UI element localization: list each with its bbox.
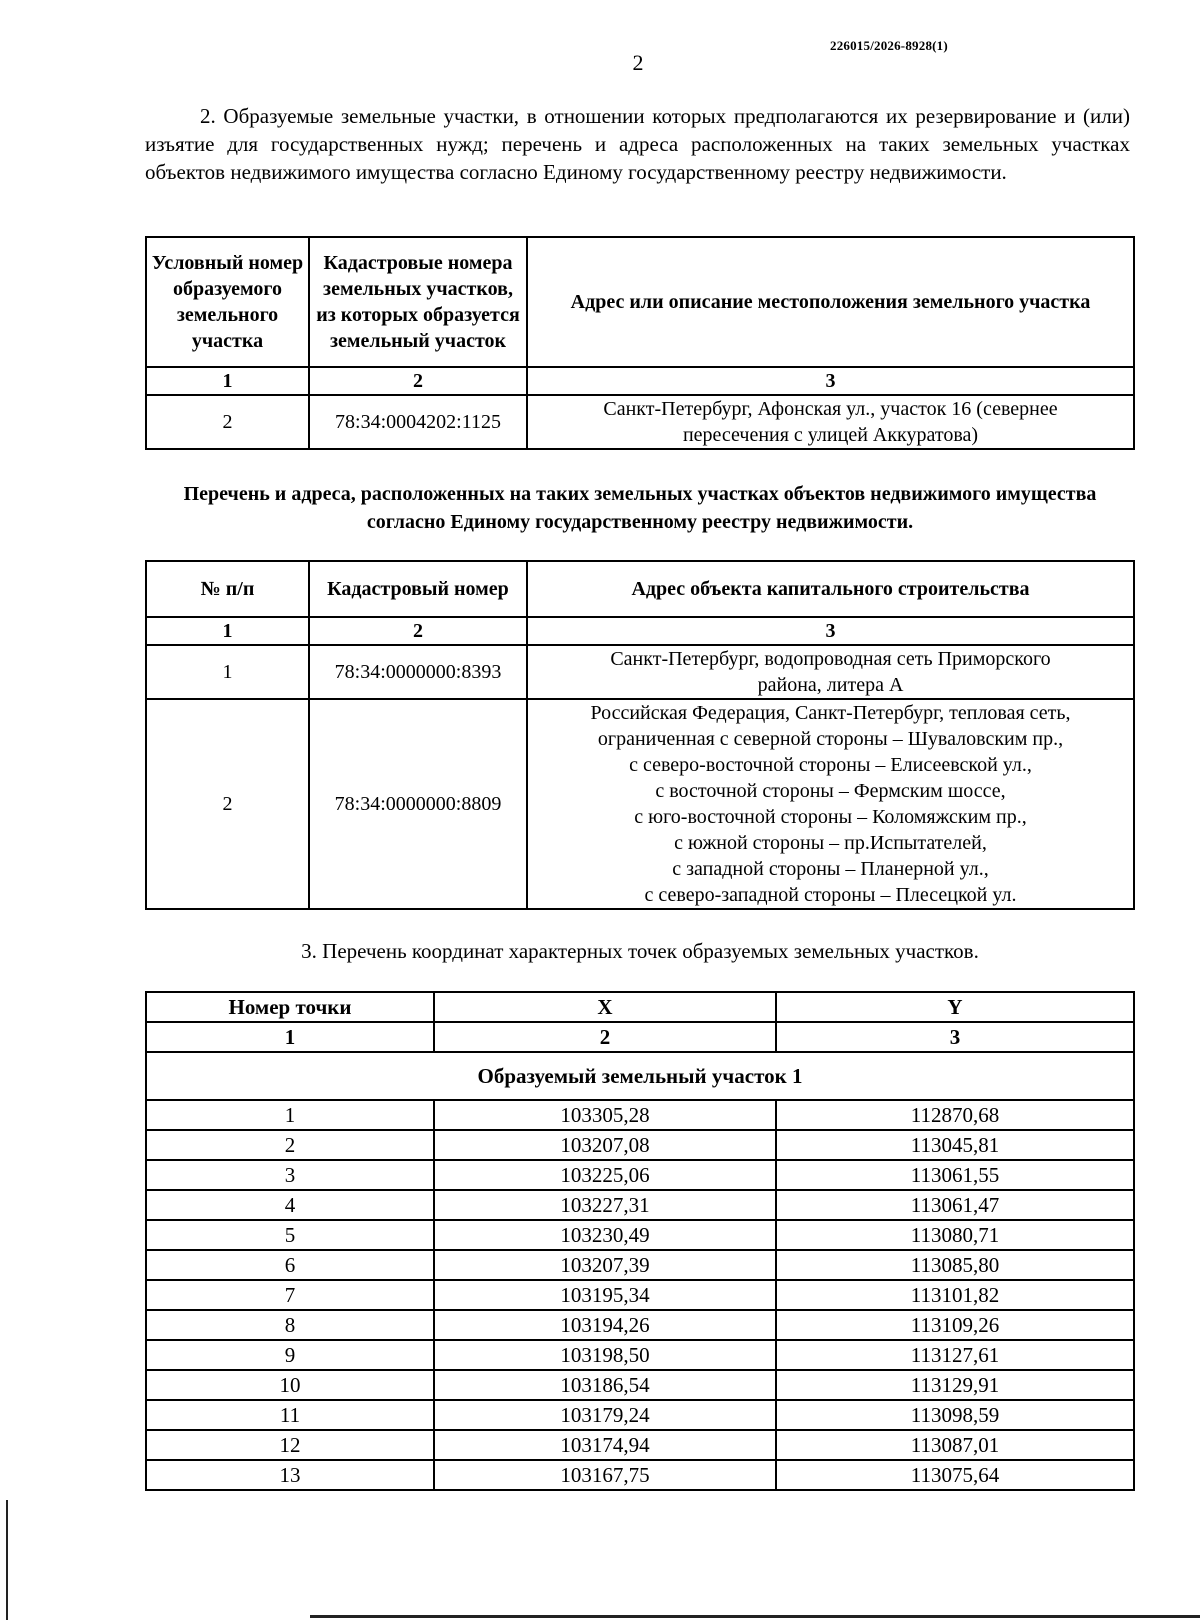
table-row xyxy=(146,1460,1134,1490)
coordinate-x: 103207,08 xyxy=(434,1130,776,1160)
table-row xyxy=(146,1400,1134,1430)
coordinate-y: 113061,55 xyxy=(776,1160,1134,1190)
table-header-row xyxy=(146,561,1134,617)
coordinate-y: 113098,59 xyxy=(776,1400,1134,1430)
scan-artifact xyxy=(310,1615,1200,1618)
point-number: 11 xyxy=(146,1400,434,1430)
coordinate-y: 113127,61 xyxy=(776,1340,1134,1370)
page-number: 2 xyxy=(632,50,644,75)
coordinate-y: 113061,47 xyxy=(776,1190,1134,1220)
header-cell: Кадастровые номера земельных участков, из которых образуется земельный участок xyxy=(309,237,527,367)
column-number: 3 xyxy=(527,367,1134,395)
table-row xyxy=(146,1370,1134,1400)
column-number: 3 xyxy=(527,617,1134,645)
address-line: ограниченная с северной стороны – Шуваловским пр., xyxy=(597,728,1064,750)
point-number: 8 xyxy=(146,1310,434,1340)
address-line: с северо-восточной стороны – Елисеевской ул., xyxy=(629,754,1032,776)
table-row xyxy=(146,699,1134,909)
coordinate-x: 103194,26 xyxy=(434,1310,776,1340)
table-row xyxy=(146,1340,1134,1370)
address-line: с северо-западной стороны – Плесецкой ул. xyxy=(644,884,1017,906)
coordinate-y: 112870,68 xyxy=(776,1100,1134,1130)
point-number: 13 xyxy=(146,1460,434,1490)
coordinate-x: 103179,24 xyxy=(434,1400,776,1430)
plot-number: 2 xyxy=(146,395,309,449)
column-number: 1 xyxy=(146,1022,434,1052)
coordinate-x: 103225,06 xyxy=(434,1160,776,1190)
table-row xyxy=(146,1250,1134,1280)
coordinate-x: 103198,50 xyxy=(434,1340,776,1370)
plot-address: Санкт-Петербург, Афонская ул., участок 16 (севернее пересечения с улицей Аккуратова) xyxy=(527,395,1134,449)
coordinate-x: 103230,49 xyxy=(434,1220,776,1250)
address-line: Российская Федерация, Санкт-Петербург, тепловая сеть, xyxy=(590,702,1071,724)
column-number: 2 xyxy=(434,1022,776,1052)
table-row xyxy=(146,1310,1134,1340)
header-cell: № п/п xyxy=(146,561,309,617)
header-cell: Кадастровый номер xyxy=(309,561,527,617)
row-number: 2 xyxy=(146,699,309,909)
object-address xyxy=(527,699,1134,909)
object-address xyxy=(527,645,1134,699)
coordinate-x: 103186,54 xyxy=(434,1370,776,1400)
coordinate-y: 113085,80 xyxy=(776,1250,1134,1280)
column-number: 1 xyxy=(146,617,309,645)
coordinate-y: 113045,81 xyxy=(776,1130,1134,1160)
section3-title: 3. Перечень координат характерных точек образуемых земельных участков. xyxy=(301,939,979,963)
table-header-row xyxy=(146,237,1134,367)
scan-artifact xyxy=(6,1500,8,1620)
column-number: 2 xyxy=(309,367,527,395)
point-number: 3 xyxy=(146,1160,434,1190)
coordinate-y: 113080,71 xyxy=(776,1220,1134,1250)
coordinate-y: 113109,26 xyxy=(776,1310,1134,1340)
header-cell: Номер точки xyxy=(146,992,434,1022)
header-cell: X xyxy=(434,992,776,1022)
coordinate-y: 113087,01 xyxy=(776,1430,1134,1460)
table-row xyxy=(146,1130,1134,1160)
point-number: 2 xyxy=(146,1130,434,1160)
cadastral-number: 78:34:0004202:1125 xyxy=(309,395,527,449)
address-line: с восточной стороны – Фермским шоссе, xyxy=(655,780,1006,802)
address-line: района, литера А xyxy=(757,674,904,696)
point-number: 6 xyxy=(146,1250,434,1280)
point-number: 10 xyxy=(146,1370,434,1400)
column-number-row xyxy=(146,367,1134,395)
column-number: 2 xyxy=(309,617,527,645)
coordinate-x: 103227,31 xyxy=(434,1190,776,1220)
group-title: Образуемый земельный участок 1 xyxy=(146,1052,1134,1100)
point-number: 4 xyxy=(146,1190,434,1220)
point-number: 9 xyxy=(146,1340,434,1370)
table-row xyxy=(146,1280,1134,1310)
coordinate-x: 103174,94 xyxy=(434,1430,776,1460)
coordinate-x: 103207,39 xyxy=(434,1250,776,1280)
table-row xyxy=(146,1220,1134,1250)
cadastral-number: 78:34:0000000:8809 xyxy=(309,699,527,909)
coordinate-y: 113075,64 xyxy=(776,1460,1134,1490)
point-number: 12 xyxy=(146,1430,434,1460)
coordinate-x: 103195,34 xyxy=(434,1280,776,1310)
land-plots-table xyxy=(145,236,1135,450)
address-line: Санкт-Петербург, водопроводная сеть Приморского xyxy=(610,648,1051,670)
coordinate-x: 103167,75 xyxy=(434,1460,776,1490)
real-estate-table xyxy=(145,560,1135,910)
point-number: 5 xyxy=(146,1220,434,1250)
row-number: 1 xyxy=(146,645,309,699)
table-row xyxy=(146,395,1134,449)
table-row xyxy=(146,1430,1134,1460)
header-cell: Адрес объекта капитального строительства xyxy=(527,561,1134,617)
address-line: с юго-восточной стороны – Коломяжским пр., xyxy=(634,806,1027,828)
table-header-row xyxy=(146,992,1134,1022)
coordinate-y: 113101,82 xyxy=(776,1280,1134,1310)
column-number-row xyxy=(146,1022,1134,1052)
point-number: 7 xyxy=(146,1280,434,1310)
column-number: 3 xyxy=(776,1022,1134,1052)
section-title: Перечень и адреса, расположенных на таких земельных участках объектов недвижимого имущества согласно Единому государственному реестру недвижимости. xyxy=(183,483,1097,533)
coordinates-table xyxy=(145,991,1135,1491)
header-cell: Y xyxy=(776,992,1134,1022)
point-number: 1 xyxy=(146,1100,434,1130)
address-line: с западной стороны – Планерной ул., xyxy=(672,858,989,880)
coordinate-y: 113129,91 xyxy=(776,1370,1134,1400)
coordinate-x: 103305,28 xyxy=(434,1100,776,1130)
table-row xyxy=(146,1190,1134,1220)
group-row xyxy=(146,1052,1134,1100)
column-number-row xyxy=(146,617,1134,645)
table-row xyxy=(146,645,1134,699)
table-row xyxy=(146,1160,1134,1190)
document-id: 226015/2026-8928(1) xyxy=(830,38,948,53)
address-line: с южной стороны – пр.Испытателей, xyxy=(674,832,987,854)
coordinates-body xyxy=(146,1100,1134,1490)
column-number: 1 xyxy=(146,367,309,395)
cadastral-number: 78:34:0000000:8393 xyxy=(309,645,527,699)
table-row xyxy=(146,1100,1134,1130)
header-cell: Адрес или описание местоположения земельного участка xyxy=(527,237,1134,367)
header-cell: Условный номер образуемого земельного участка xyxy=(146,237,309,367)
intro-paragraph: 2. Образуемые земельные участки, в отношении которых предполагаются их резервирование и (или) изъятие для государственных нужд; перечень и адреса расположенных на таких земельных участках объектов недвижимого имущества согласно Единому государственному реестру недвижимости. xyxy=(145,104,1130,184)
